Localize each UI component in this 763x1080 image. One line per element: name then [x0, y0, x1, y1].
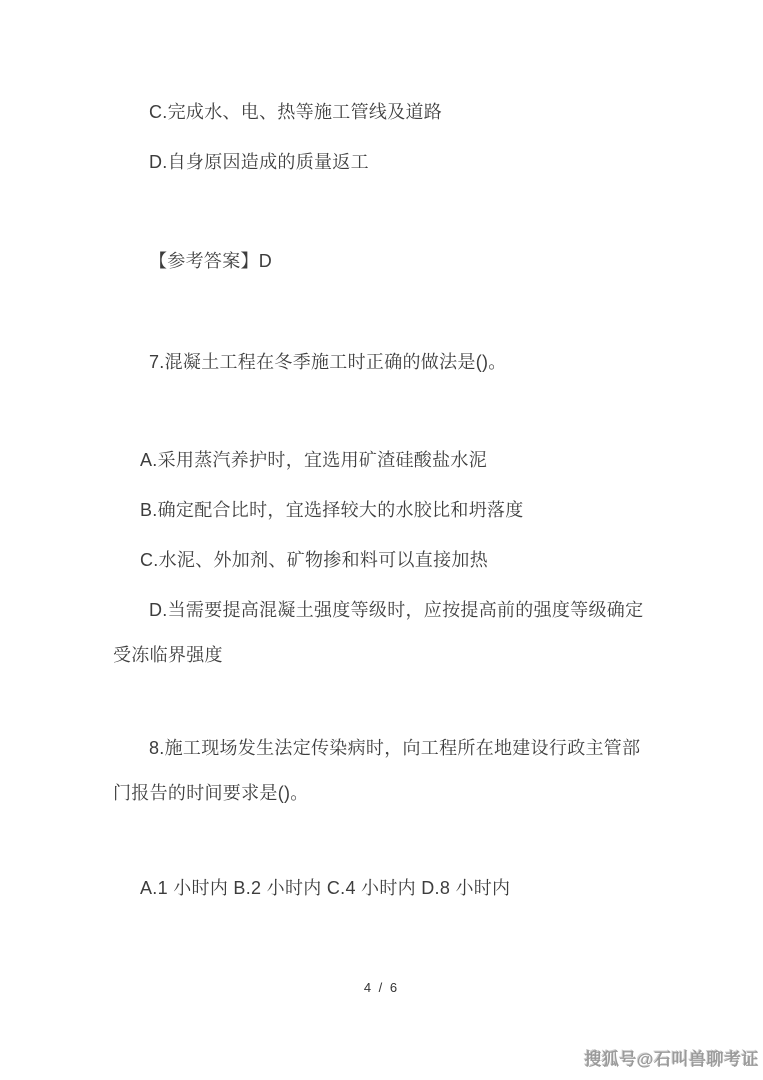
question6-option-d: D.自身原因造成的质量返工: [149, 152, 369, 172]
page-footer: [0, 978, 763, 998]
question6-reference-answer: 【参考答案】D: [149, 251, 273, 271]
question8-stem: 8.施工现场发生法定传染病时，向工程所在地建设行政主管部门报告的时间要求是()。: [113, 738, 641, 803]
question7-option-c: C.水泥、外加剂、矿物掺和料可以直接加热: [140, 550, 488, 570]
question6-option-c: C.完成水、电、热等施工管线及道路: [149, 102, 443, 122]
page-number-indicator: 4 / 6: [363, 980, 400, 995]
question7-option-b: B.确定配合比时，宜选择较大的水胶比和坍落度: [140, 500, 524, 520]
sohu-account-watermark: 搜狐号@石叫兽聊考证: [584, 1050, 759, 1069]
question8-options-inline: A.1 小时内 B.2 小时内 C.4 小时内 D.8 小时内: [140, 878, 511, 898]
question7-option-a: A.采用蒸汽养护时，宜选用矿渣硅酸盐水泥: [140, 450, 488, 470]
question7-option-d: D.当需要提高混凝土强度等级时，应按提高前的强度等级确定受冻临界强度: [113, 600, 644, 665]
question7-stem: 7.混凝土工程在冬季施工时正确的做法是()。: [149, 352, 507, 372]
